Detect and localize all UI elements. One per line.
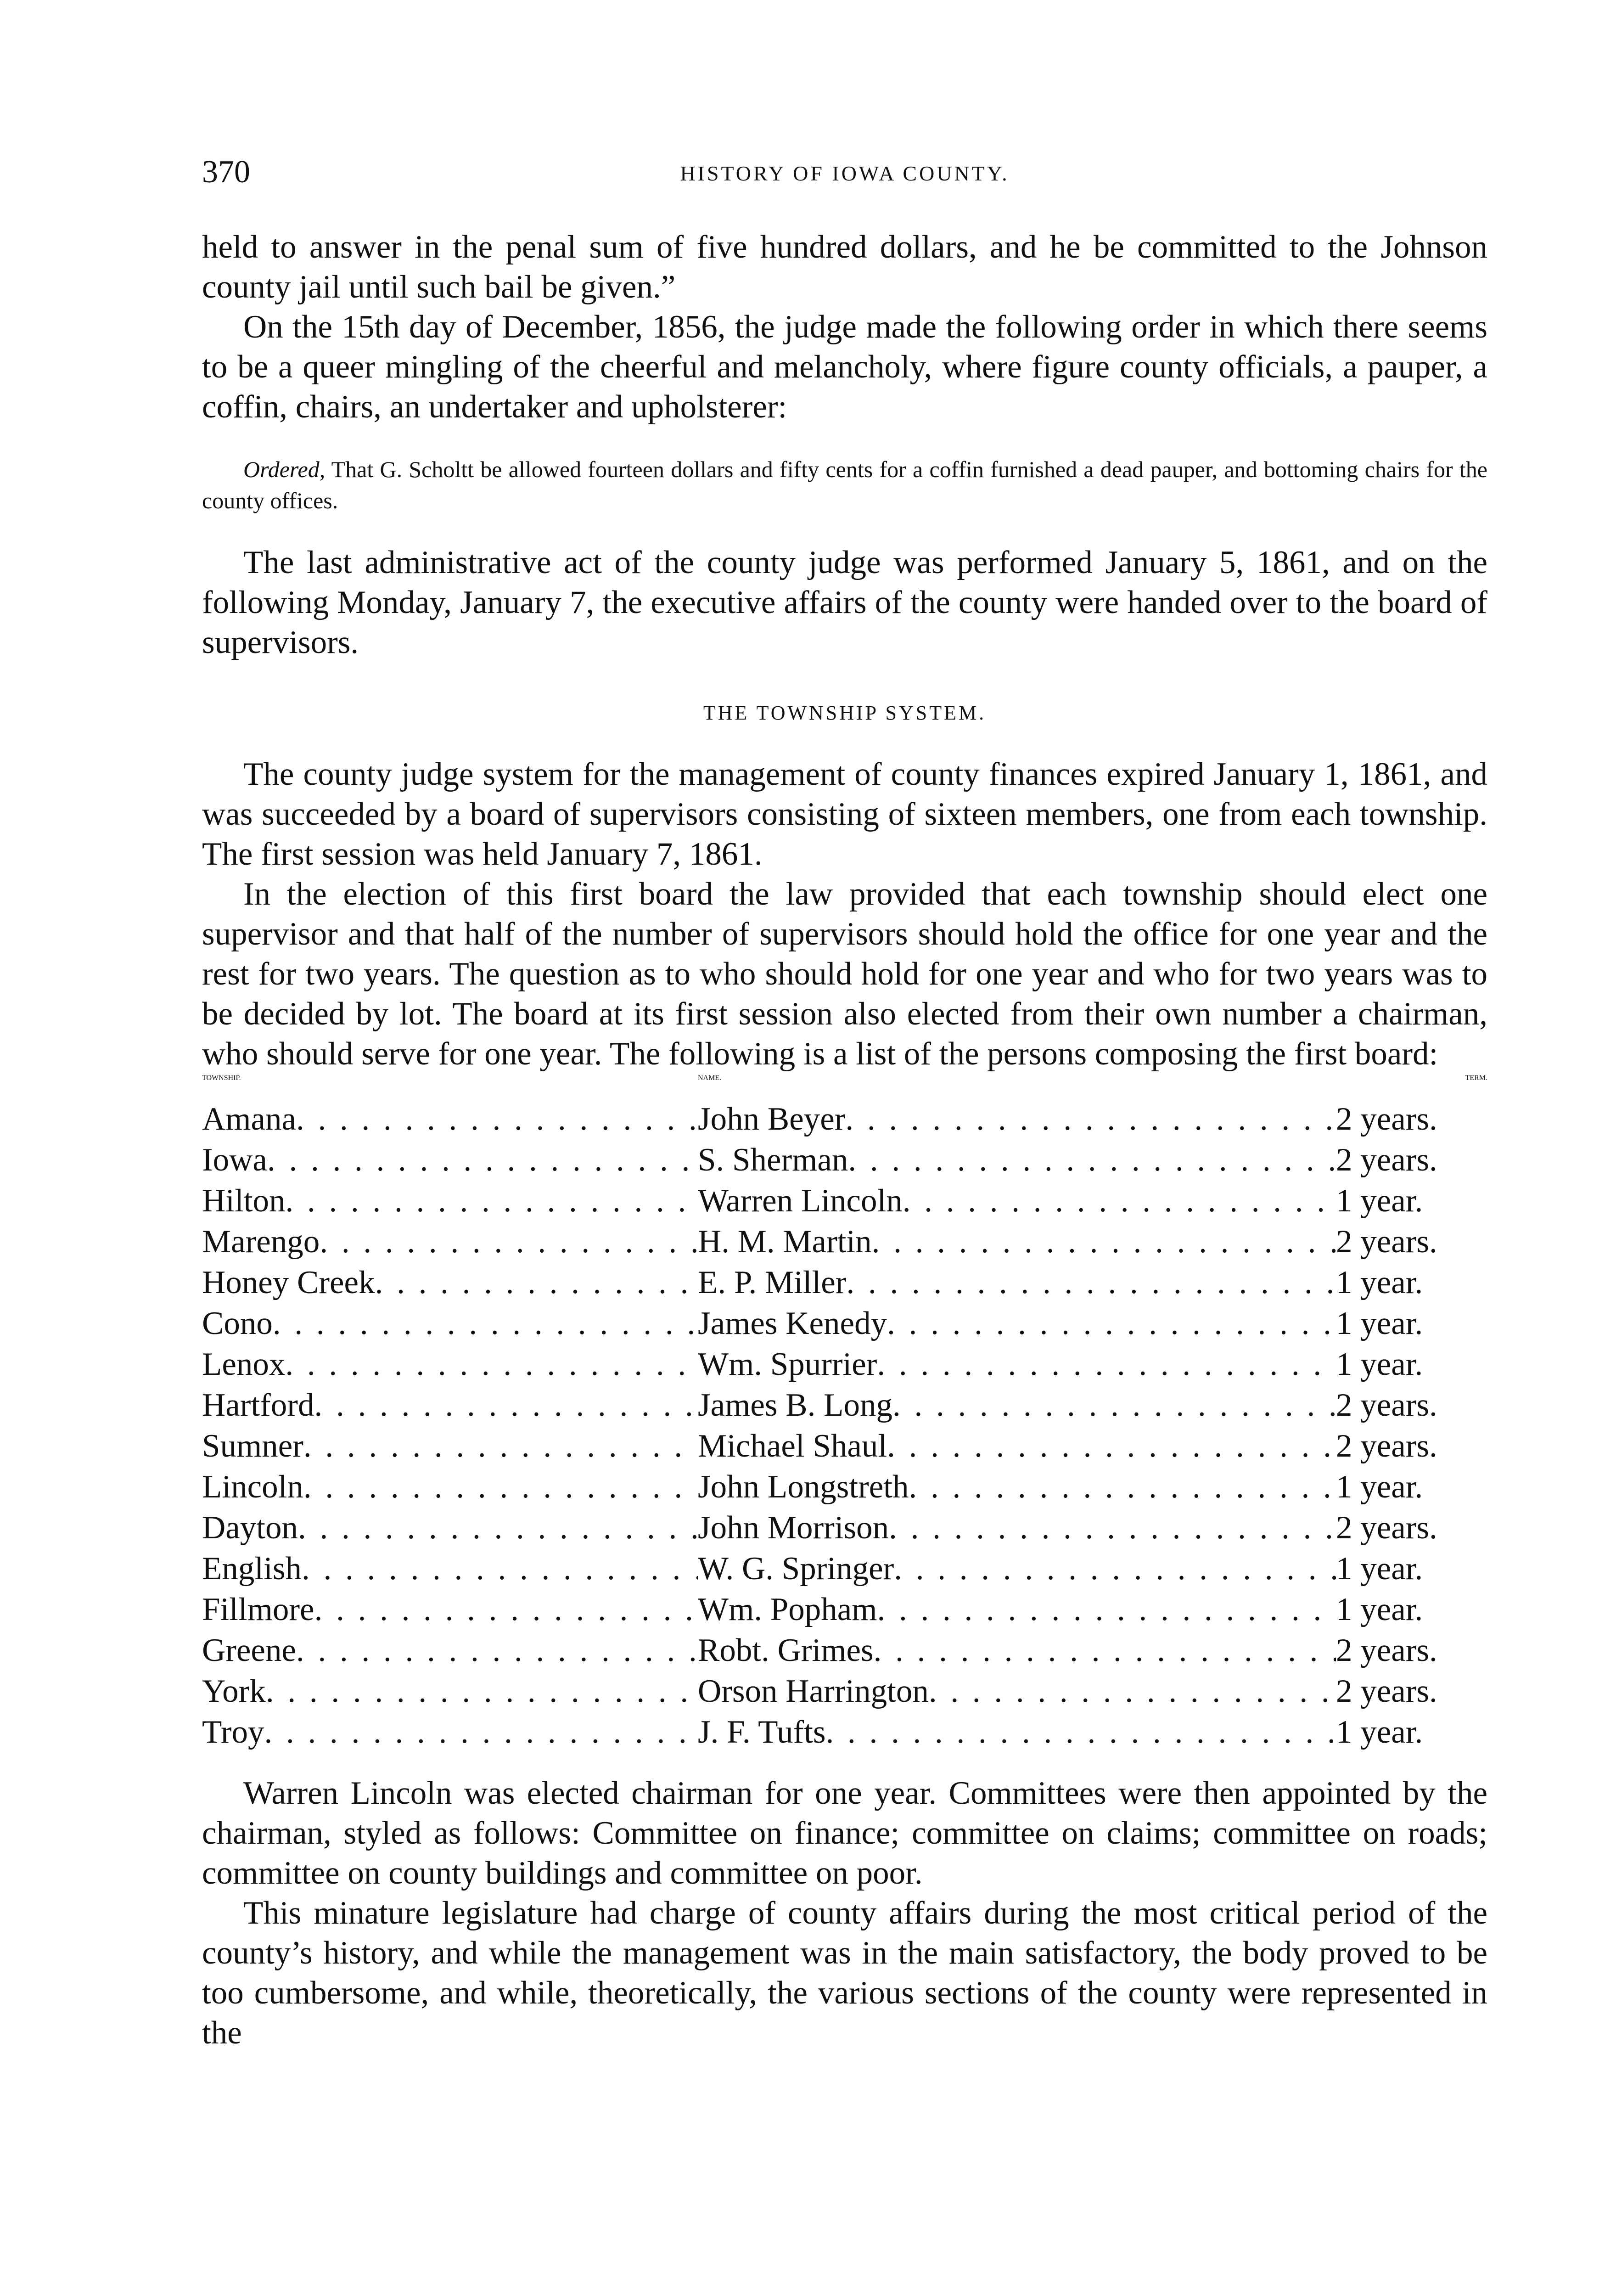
roster-row — [202, 1344, 1487, 1385]
roster-term: 2 years. — [1336, 1387, 1437, 1423]
roster-row — [202, 1467, 1487, 1508]
dot-leader — [267, 1140, 698, 1181]
roster-township: York — [202, 1673, 266, 1709]
dot-leader — [872, 1221, 1336, 1262]
dot-leader — [877, 1589, 1336, 1630]
roster-name: Robt. Grimes — [698, 1632, 874, 1668]
roster-township: Hartford — [202, 1387, 314, 1423]
running-head — [202, 152, 1487, 193]
roster-term: 1 year. — [1336, 1306, 1423, 1341]
roster-township-cell — [202, 1344, 698, 1385]
dot-leader — [302, 1548, 698, 1589]
dot-leader — [303, 1467, 698, 1508]
roster-name-cell — [698, 1221, 1336, 1262]
roster-name-cell — [698, 1262, 1336, 1303]
roster-township: Fillmore — [202, 1592, 314, 1627]
roster-header-term: TERM. — [1465, 1074, 1487, 1082]
roster-township-cell — [202, 1508, 698, 1548]
roster-name-cell — [698, 1589, 1336, 1630]
paragraph-election: In the election of this first board the law provided that each township should elect one supervisor and that half of the number of supervisors should hold the office for one year and the rest for two years. The question as to who should hold for one year and who for two years was to be decided by lot. The board at its first session also elected from their own number a chairman, who should serve for one year. The following is a list of the persons composing the first board: — [202, 876, 1487, 1072]
page-number: 370 — [202, 154, 250, 190]
roster-row — [202, 1262, 1487, 1303]
roster-township-cell — [202, 1262, 698, 1303]
roster-township-cell — [202, 1548, 698, 1589]
roster-name-cell — [698, 1140, 1336, 1181]
roster-row — [202, 1385, 1487, 1426]
book-page — [202, 152, 1487, 2053]
dot-leader — [285, 1344, 698, 1385]
roster-term: 1 year. — [1336, 1714, 1423, 1750]
roster-name: James Kenedy — [698, 1306, 887, 1341]
dot-leader — [887, 1303, 1336, 1344]
roster-row — [202, 1426, 1487, 1467]
roster-row — [202, 1140, 1487, 1181]
court-order-quote — [202, 454, 1487, 516]
dot-leader — [929, 1671, 1336, 1712]
dot-leader — [296, 1630, 698, 1671]
roster-township-cell — [202, 1712, 698, 1753]
dot-leader — [892, 1385, 1336, 1426]
paragraph-chairman: Warren Lincoln was elected chairman for one year. Committees were then appointed by the chairman, styled as follows: Committee on finance; committee on claims; committee on roads; committee on county buildings and committee on poor. — [202, 1775, 1487, 1891]
roster-name: Wm. Popham — [698, 1592, 877, 1627]
roster-header-township: TOWNSHIP. — [202, 1074, 241, 1082]
roster-row — [202, 1630, 1487, 1671]
roster-township: Iowa — [202, 1142, 267, 1178]
roster-township: Greene — [202, 1632, 296, 1668]
roster-name-cell — [698, 1548, 1336, 1589]
roster-name: James B. Long — [698, 1387, 892, 1423]
roster-row — [202, 1303, 1487, 1344]
roster-name-cell — [698, 1181, 1336, 1221]
roster-name: W. G. Springer — [698, 1551, 894, 1587]
roster-row — [202, 1221, 1487, 1262]
roster-header-name: NAME. — [698, 1074, 722, 1082]
roster-term: 1 year. — [1336, 1183, 1423, 1219]
roster-term: 2 years. — [1336, 1101, 1437, 1137]
roster-township-cell — [202, 1303, 698, 1344]
dot-leader — [903, 1181, 1336, 1221]
dot-leader — [314, 1385, 698, 1426]
roster-name-cell — [698, 1712, 1336, 1753]
paragraph-order-intro: On the 15th day of December, 1856, the judge made the following order in which there seems to be a queer mingling of the cheerful and melancholy, where figure county officials, a pauper, a coffin, chairs, an undertaker and upholsterer: — [202, 309, 1487, 425]
roster-township-cell — [202, 1589, 698, 1630]
section-heading: THE TOWNSHIP SYSTEM. — [703, 702, 987, 724]
dot-leader — [266, 1671, 698, 1712]
roster-township-cell — [202, 1221, 698, 1262]
dot-leader — [894, 1548, 1336, 1589]
dot-leader — [303, 1426, 698, 1467]
dot-leader — [285, 1181, 698, 1221]
roster-township: Cono — [202, 1306, 273, 1341]
roster-name: John Beyer — [698, 1101, 846, 1137]
roster-term: 2 years. — [1336, 1632, 1437, 1668]
roster-township-cell — [202, 1385, 698, 1426]
dot-leader — [877, 1344, 1336, 1385]
paragraph-bail: held to answer in the penal sum of five hundred dollars, and he be committed to the Johnson county jail until such bail be given.” — [202, 229, 1487, 305]
roster-name-cell — [698, 1467, 1336, 1508]
roster-term: 1 year. — [1336, 1265, 1423, 1300]
roster-township: Honey Creek — [202, 1265, 375, 1300]
dot-leader — [298, 1508, 698, 1548]
roster-township-cell — [202, 1140, 698, 1181]
dot-leader — [874, 1630, 1336, 1671]
dot-leader — [273, 1303, 698, 1344]
dot-leader — [320, 1221, 698, 1262]
paragraph-legislature: This minature legislature had charge of county affairs during the most critical period of the county’s history, and while the management was in the main satisfactory, the body proved to be too cumbersome, and while, theoretically, the various sections of the county were represented in the — [202, 1895, 1487, 2051]
roster-name-cell — [698, 1385, 1336, 1426]
roster-row — [202, 1671, 1487, 1712]
roster-township: Troy — [202, 1714, 264, 1750]
supervisor-roster — [202, 1099, 1487, 1753]
roster-township-cell — [202, 1671, 698, 1712]
roster-name: Warren Lincoln — [698, 1183, 903, 1219]
dot-leader — [889, 1508, 1336, 1548]
roster-township: Sumner — [202, 1428, 303, 1464]
roster-name-cell — [698, 1099, 1336, 1140]
roster-row — [202, 1589, 1487, 1630]
roster-township: Marengo — [202, 1224, 320, 1260]
roster-name-cell — [698, 1630, 1336, 1671]
paragraph-last-act: The last administrative act of the county judge was performed January 5, 1861, and on the following Monday, January 7, the executive affairs of the county were handed over to the board of supervisors. — [202, 545, 1487, 660]
paragraph-judge-system: The county judge system for the management of county finances expired January 1, 1861, and was succeeded by a board of supervisors consisting of sixteen members, one from each township. The first session was held January 7, 1861. — [202, 756, 1487, 872]
roster-township-cell — [202, 1467, 698, 1508]
dot-leader — [314, 1589, 698, 1630]
roster-township-cell — [202, 1630, 698, 1671]
roster-name: H. M. Martin — [698, 1224, 872, 1260]
dot-leader — [846, 1262, 1336, 1303]
dot-leader — [909, 1467, 1336, 1508]
roster-name: Wm. Spurrier — [698, 1346, 877, 1382]
roster-name-cell — [698, 1344, 1336, 1385]
roster-header — [202, 1074, 1487, 1094]
roster-name-cell — [698, 1303, 1336, 1344]
roster-township: English — [202, 1551, 302, 1587]
roster-township-cell — [202, 1181, 698, 1221]
dot-leader — [264, 1712, 698, 1753]
roster-row — [202, 1548, 1487, 1589]
dot-leader — [296, 1099, 698, 1140]
roster-township: Lenox — [202, 1346, 286, 1382]
dot-leader — [845, 1099, 1336, 1140]
roster-term: 1 year. — [1336, 1469, 1423, 1505]
order-text: That G. Scholtt be allowed fourteen dollars and fifty cents for a coffin furnished a dead pauper, and bottoming chairs for the county offices. — [202, 456, 1487, 513]
roster-row — [202, 1508, 1487, 1548]
roster-township: Lincoln — [202, 1469, 303, 1505]
roster-name: Orson Harrington — [698, 1673, 929, 1709]
roster-term: 1 year. — [1336, 1551, 1423, 1587]
roster-name: E. P. Miller — [698, 1265, 847, 1300]
roster-name: John Morrison — [698, 1510, 889, 1546]
dot-leader — [887, 1426, 1336, 1467]
roster-term: 2 years. — [1336, 1510, 1437, 1546]
order-lead: Ordered, — [243, 456, 325, 482]
dot-leader — [375, 1262, 698, 1303]
roster-term: 2 years. — [1336, 1224, 1437, 1260]
roster-row — [202, 1712, 1487, 1753]
roster-name: John Longstreth — [698, 1469, 909, 1505]
roster-term: 1 year. — [1336, 1592, 1423, 1627]
roster-row — [202, 1181, 1487, 1221]
roster-name: J. F. Tufts — [698, 1714, 826, 1750]
roster-name: Michael Shaul — [698, 1428, 887, 1464]
roster-name: S. Sherman — [698, 1142, 848, 1178]
roster-term: 2 years. — [1336, 1673, 1437, 1709]
roster-township-cell — [202, 1426, 698, 1467]
roster-name-cell — [698, 1671, 1336, 1712]
roster-row — [202, 1099, 1487, 1140]
roster-township: Hilton — [202, 1183, 286, 1219]
roster-term: 2 years. — [1336, 1142, 1437, 1178]
roster-name-cell — [698, 1508, 1336, 1548]
roster-township: Dayton — [202, 1510, 298, 1546]
roster-term: 1 year. — [1336, 1346, 1423, 1382]
roster-name-cell — [698, 1426, 1336, 1467]
roster-township-cell — [202, 1099, 698, 1140]
running-title: HISTORY OF IOWA COUNTY. — [680, 162, 1010, 185]
dot-leader — [848, 1140, 1336, 1181]
roster-term: 2 years. — [1336, 1428, 1437, 1464]
roster-township: Amana — [202, 1101, 297, 1137]
dot-leader — [826, 1712, 1336, 1753]
